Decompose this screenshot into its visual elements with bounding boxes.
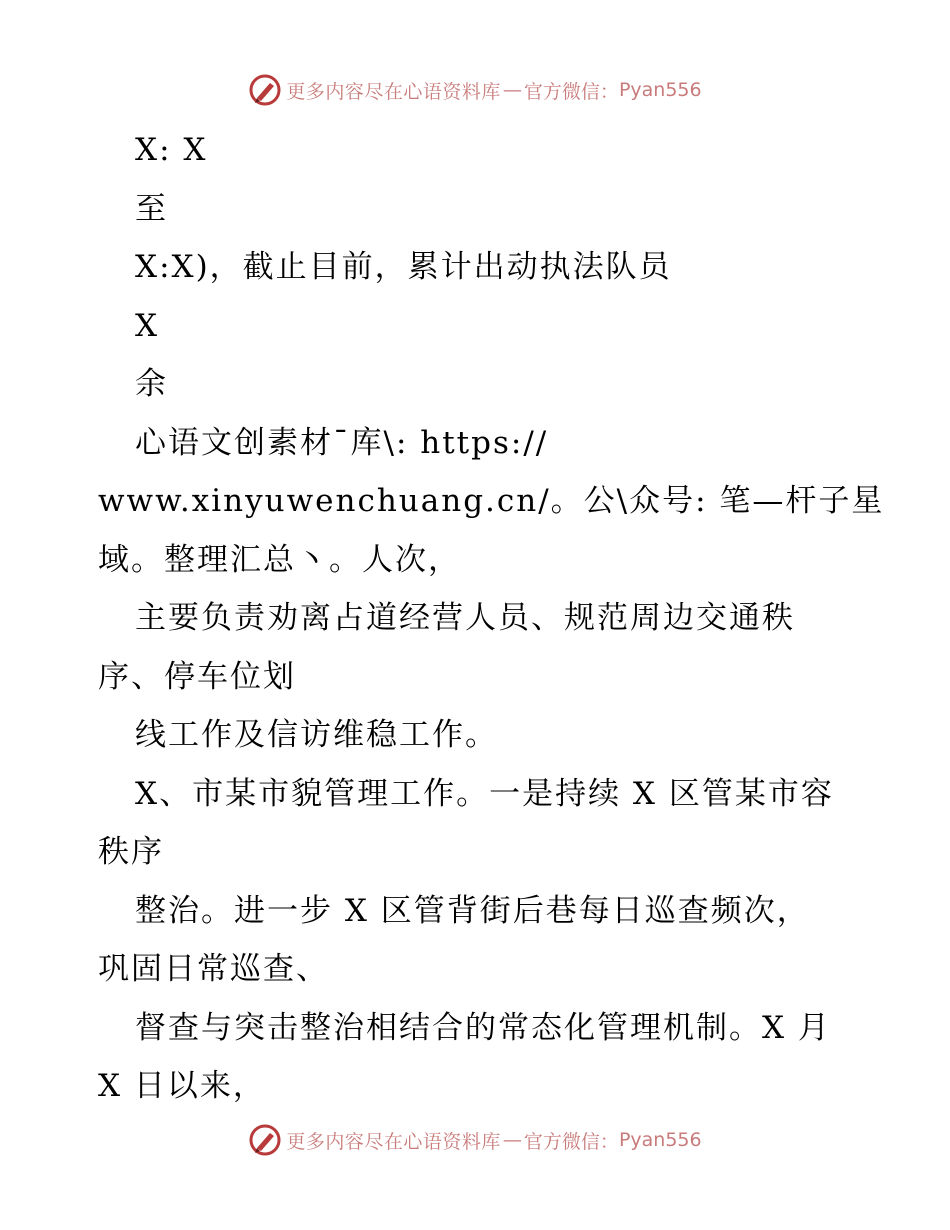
wechat-id: Pyan556 (618, 79, 702, 101)
text-line: 督查与突击整治相结合的常态化管理机制。X 月 (135, 1009, 831, 1046)
text-line: 余 (135, 366, 168, 402)
text-line: X 日以来， (98, 1068, 266, 1104)
watermark-separator: — (502, 79, 522, 101)
text-line: 至 (135, 190, 168, 227)
text-line: X (135, 307, 160, 344)
document-body (98, 121, 885, 1116)
watermark-separator: — (502, 1129, 522, 1151)
text-line: X、市某市貌管理工作。一是持续 X 区管某市容 (135, 775, 834, 812)
pen-logo-icon (248, 73, 282, 107)
text-line: 序、停车位划 (98, 658, 296, 695)
wechat-id: Pyan556 (618, 1129, 702, 1151)
text-line: X: X (135, 132, 208, 168)
header-watermark (0, 70, 950, 110)
text-line: X:X)，截止目前，累计出动执法队员 (135, 249, 672, 285)
text-line: 域。整理汇总丶。人次， (98, 541, 461, 578)
text-line: 主要负责劝离占道经营人员、规范周边交通秩 (135, 600, 795, 636)
text-line: 整治。进一步 X 区管背街后巷每日巡查频次， (135, 892, 810, 929)
footer-watermark (0, 1120, 950, 1160)
text-line: www.xinyuwenchuang.cn/。公\众号: 笔—杆子星 (98, 483, 885, 519)
text-line: 心语文创素材¯库\: https:// (135, 424, 549, 461)
watermark-text: 更多内容尽在心语资料库 (286, 1130, 501, 1153)
text-line: 巩固日常巡查、 (98, 951, 329, 987)
watermark-text: 更多内容尽在心语资料库 (286, 80, 501, 103)
text-line: 秩序 (98, 834, 164, 870)
pen-logo-icon (248, 1123, 282, 1157)
wechat-label: 官方微信： (523, 80, 619, 103)
text-line: 线工作及信访维稳工作。 (135, 717, 498, 753)
wechat-label: 官方微信： (523, 1130, 619, 1153)
